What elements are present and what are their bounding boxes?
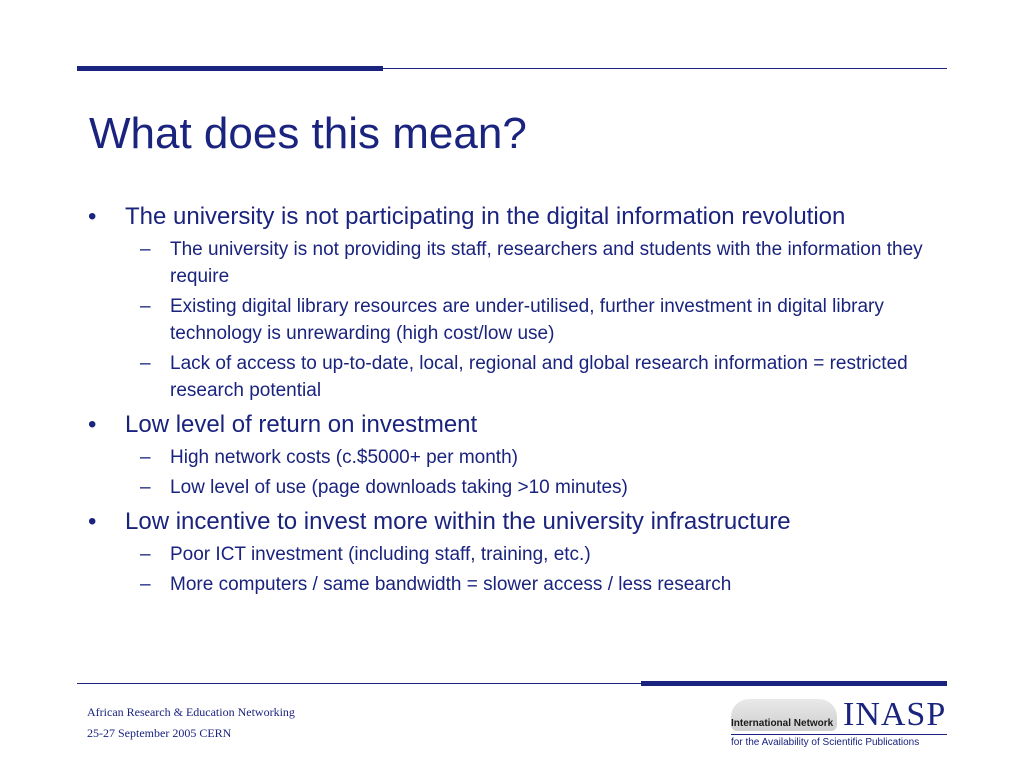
top-rule-thin xyxy=(383,68,947,69)
inasp-logo xyxy=(725,697,947,751)
sub-bullet-text: Existing digital library resources are under-utilised, further investment in digital library technology is unrewarding (high cost/low use) xyxy=(170,296,884,344)
footer-event: African Research & Education Networking xyxy=(87,705,295,719)
sub-bullet-text: Poor ICT investment (including staff, training, etc.) xyxy=(170,544,591,565)
bottom-rule-thick xyxy=(641,681,947,686)
dash-icon: – xyxy=(140,447,151,468)
bullet-list xyxy=(88,196,948,598)
bullet-text: Low level of return on investment xyxy=(125,411,478,438)
logo-network-text: International Network xyxy=(731,718,834,729)
dash-icon: – xyxy=(140,477,151,498)
sub-bullet-text: The university is not providing its staff, researchers and students with the information they require xyxy=(170,239,923,287)
bullet-point xyxy=(88,505,948,538)
dash-icon: – xyxy=(140,544,151,565)
dash-icon: – xyxy=(140,353,151,374)
bullet-icon: • xyxy=(88,203,97,230)
logo-divider xyxy=(731,734,947,735)
sub-bullet-point xyxy=(88,236,948,290)
sub-bullet-point xyxy=(88,350,948,404)
bullet-text: The university is not participating in the digital information revolution xyxy=(125,203,846,230)
bullet-point xyxy=(88,408,948,441)
sub-bullet-text: Lack of access to up-to-date, local, regional and global research information = restricted research potential xyxy=(170,353,908,401)
bullet-text: Low incentive to invest more within the university infrastructure xyxy=(125,508,791,535)
bullet-icon: • xyxy=(88,508,97,535)
logo-tagline: for the Availability of Scientific Publications xyxy=(731,737,920,748)
slide-title: What does this mean? xyxy=(89,109,527,158)
dash-icon: – xyxy=(140,239,151,260)
sub-bullet-point xyxy=(88,571,948,598)
footer-date: 25-27 September 2005 CERN xyxy=(87,726,232,740)
sub-bullet-point xyxy=(88,474,948,501)
sub-bullet-text: Low level of use (page downloads taking >10 minutes) xyxy=(170,477,628,498)
bullet-icon: • xyxy=(88,411,97,438)
dash-icon: – xyxy=(140,574,151,595)
sub-bullet-text: More computers / same bandwidth = slower access / less research xyxy=(170,574,732,595)
sub-bullet-point xyxy=(88,293,948,347)
sub-bullet-text: High network costs (c.$5000+ per month) xyxy=(170,447,518,468)
logo-name: INASP xyxy=(843,696,947,733)
bullet-point xyxy=(88,200,948,233)
top-rule-thick xyxy=(77,66,383,71)
dash-icon: – xyxy=(140,296,151,317)
sub-bullet-point xyxy=(88,444,948,471)
sub-bullet-point xyxy=(88,541,948,568)
bottom-rule-thin xyxy=(77,683,641,684)
